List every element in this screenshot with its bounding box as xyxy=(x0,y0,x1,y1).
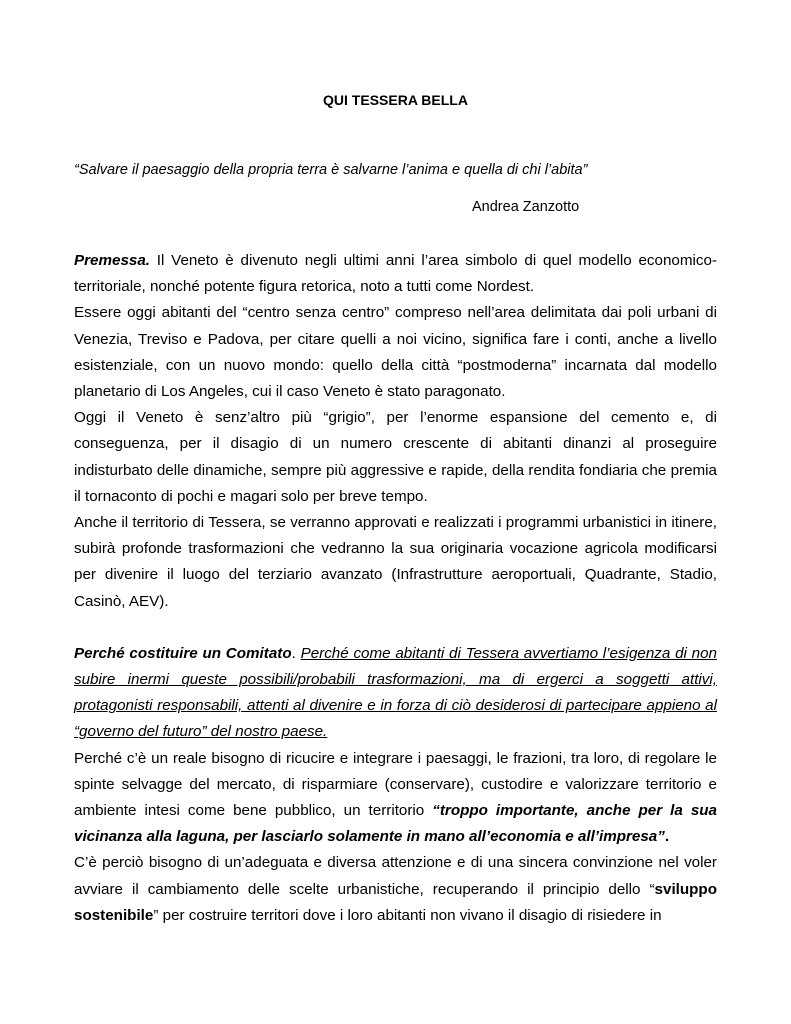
epigraph-author: Andrea Zanzotto xyxy=(472,199,580,215)
comitato-text-2-end: . xyxy=(664,828,670,846)
comitato-bold-quote: “troppo importante, anche per la sua vicinanza alla laguna, per lasciarlo solamente in mano all’economia e all’impresa” xyxy=(74,802,717,846)
comitato-paragraph-3 xyxy=(74,850,717,929)
premessa-heading: Premessa. xyxy=(74,252,150,269)
document-title: QUI TESSERA BELLA xyxy=(323,92,468,108)
comitato-text-3-end: ” per costruire territori dove i loro abitanti non vivano il disagio di risiedere in xyxy=(153,906,662,924)
epigraph-quote: “Salvare il paesaggio della propria terra è salvarne l’anima e quella di chi l’abita” xyxy=(74,162,588,178)
section-spacer xyxy=(74,615,717,641)
comitato-paragraph-2 xyxy=(74,746,717,851)
comitato-text-3-start: C’è perciò bisogno di un’adeguata e diversa attenzione e di una sincera convinzione nel voler avviare il cambiamento delle scelte urbanistiche, recuperando il principio dello “ xyxy=(74,854,717,898)
premessa-paragraph-1 xyxy=(74,248,717,300)
document-body xyxy=(74,248,717,929)
comitato-text-2-start: Perché c’è un reale bisogno di ricucire e integrare i paesaggi, le frazioni, tra loro, di regolare le spinte selvagge del mercato, di risparmiare (conservare), custodire e valorizzare territorio e ambiente intesi come bene pubblico, un territorio xyxy=(74,749,717,820)
comitato-heading: Perché costituire un Comitato xyxy=(74,644,292,662)
premessa-paragraph-3: Oggi il Veneto è senz’altro più “grigio”, per l’enorme espansione del cemento e, di conseguenza, per il disagio di un numero crescente di abitanti dinanzi al proseguire indisturbato delle dinamiche, sempre più aggressive e rapide, della rendita fondiaria che premia il tornaconto di pochi e magari solo per breve tempo. xyxy=(74,409,717,505)
comitato-underlined-text: Perché come abitanti di Tessera avvertiamo l’esigenza di non subire inermi queste possibili/probabili trasformazioni, ma di ergerci a soggetti attivi, protagonisti responsabili, attenti al divenire e in forza di ciò desiderosi di partecipare appieno al “governo del futuro” del nostro paese. xyxy=(74,644,717,741)
sviluppo-sostenibile-term: sviluppo sostenibile xyxy=(74,880,717,924)
premessa-paragraph-4: Anche il territorio di Tessera, se verranno approvati e realizzati i programmi urbanistici in itinere, subirà profonde trasformazioni che vedranno la sua originaria vocazione agricola modificarsi per divenire il luogo del terziario avanzato (Infrastrutture aeroportuali, Quadrante, Stadio, Casinò, AEV). xyxy=(74,514,717,610)
premessa-text-1: Il Veneto è divenuto negli ultimi anni l’area simbolo di quel modello economico-territoriale, nonché potente figura retorica, noto a tutti come Nordest. xyxy=(74,252,717,296)
comitato-heading-dot: . xyxy=(291,644,301,662)
premessa-paragraph-2: Essere oggi abitanti del “centro senza centro” compreso nell’area delimitata dai poli urbani di Venezia, Treviso e Padova, per citare quelli a noi vicino, significa fare i conti, anche a livello esistenziale, con un nuovo mondo: quello della città “postmoderna” incarnata dal modello planetario di Los Angeles, cui il caso Veneto è stato paragonato. xyxy=(74,304,717,401)
comitato-paragraph-1 xyxy=(74,641,717,746)
